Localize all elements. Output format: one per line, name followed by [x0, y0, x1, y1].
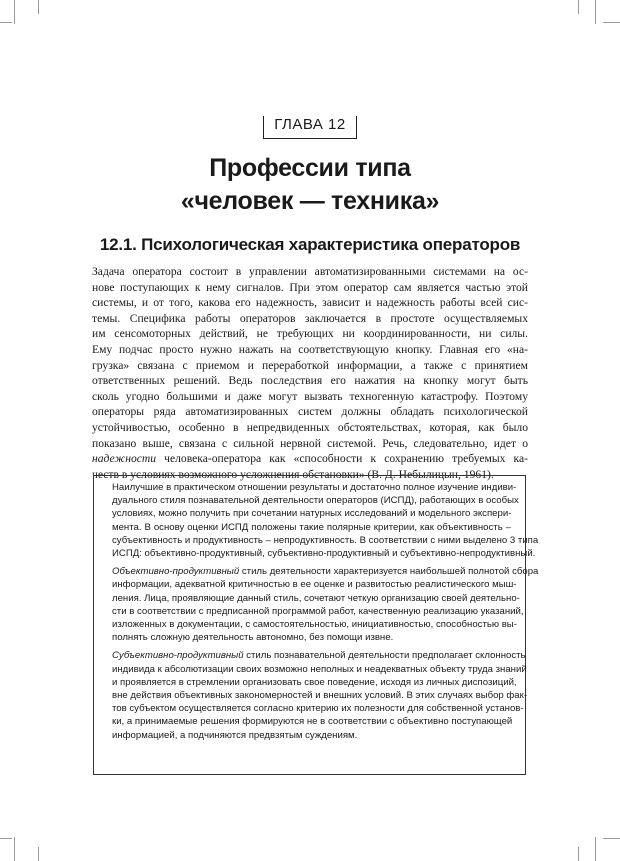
box-line-rest: стиль деятельности характеризуется наибольшей полнотой сбора — [239, 566, 539, 578]
crop-mark-bottom-right-v — [595, 837, 596, 861]
crop-mark-top-right-h — [603, 22, 620, 23]
box-line — [112, 565, 539, 578]
crop-mark-bottom-left-v2 — [38, 847, 39, 861]
body-line: системы, и от того, какова его надежность, зависит и надежность работы всей сис- — [92, 296, 528, 310]
box-line: информации, адекватной критичностью в ее оценке и развитостью реалистического мыш- — [112, 579, 517, 591]
crop-mark-bottom-right-h — [603, 838, 620, 839]
box-line: ки, а принимаемые решения формируются не в соответствии с объективно поступающей — [112, 716, 513, 728]
box-line: условиях, можно получить при сочетании натурных исследований и модельного экспери- — [112, 508, 512, 520]
crop-mark-bottom-left-h — [0, 838, 12, 839]
chapter-title-line-1: Профессии типа — [209, 154, 411, 182]
chapter-title — [0, 152, 620, 218]
crop-mark-top-left-h — [0, 22, 12, 23]
box-line: дуального стиля познавательной деятельности операторов (ИСПД), работающих в особых — [112, 495, 519, 507]
body-line: показано выше, связана с сильной нервной системой. Речь, следовательно, идет о — [92, 436, 528, 450]
body-paragraph — [92, 264, 528, 482]
body-line: сколь угодно большими и даже могут вызвать техногенную катастрофу. Поэтому — [92, 389, 528, 403]
crop-mark-bottom-left-v — [14, 837, 15, 861]
box-line: тов субъектом осуществляется согласно критерию их полезности для собственной установ- — [112, 703, 524, 715]
crop-mark-top-right-v2 — [578, 0, 579, 14]
body-line: устойчивостью, особенно в непредвиденных обстоятельствах, которая, как было — [92, 420, 528, 434]
italic-term-reliability: надежности — [92, 452, 157, 466]
box-paragraph-2 — [112, 565, 539, 644]
chapter-title-line-2: «человек — техника» — [180, 187, 440, 215]
body-line: честв в условиях возможного усложнения обстановки» (В. Д. Небылицын, 1961). — [92, 467, 494, 481]
crop-mark-top-right-v — [595, 0, 596, 24]
italic-term-objective-productive: Объективно-продуктивный — [112, 566, 240, 578]
box-line-rest: стиль познавательной деятельности предполагает склонность — [243, 650, 526, 662]
body-line: Ему подчас просто нужно нажать на соответствующую кнопку. Главная его «на- — [92, 342, 528, 356]
box-line: ления. Лица, проявляющие данный стиль, сочетают четкую организацию своей деятельно- — [112, 592, 520, 604]
crop-mark-top-left-v2 — [38, 0, 39, 14]
body-line: ответственных решений. Ведь последствия его нажатия на кнопку могут быть — [92, 374, 528, 388]
body-line: нове поступающих к нему сигналов. При этом оператор сам является частью этой — [92, 280, 528, 294]
chapter-label-text: ГЛАВА 12 — [263, 116, 357, 139]
box-line: мента. В основу оценки ИСПД положены такие полярные критерии, как объективность – — [112, 521, 511, 533]
crop-mark-bottom-right-v2 — [578, 847, 579, 861]
box-line — [112, 649, 526, 662]
section-title: 12.1. Психологическая характеристика операторов — [99, 235, 521, 254]
box-line: индивида к абсолютизации своих возможно неполных и неадекватных объекту труда знаний — [112, 663, 527, 675]
box-line: информацией, а подчиняются предвзятым суждениям. — [112, 729, 358, 741]
box-line: и проявляется в стремлении организовать свое поведение, исходя из личных диспозиций, — [112, 676, 517, 688]
chapter-label — [0, 116, 620, 139]
box-line: сти в соответствии с предписанной программой работ, качественную реализацию указаний, — [112, 605, 524, 617]
body-line: операторы ряда автоматизированных систем должны обладать психологической — [92, 405, 528, 419]
box-paragraph-3 — [112, 649, 528, 741]
body-line: грузка» связана с приемом и переработкой информации, а также с принятием — [92, 358, 528, 372]
body-line: Задача оператора состоит в управлении автоматизированными системами на ос- — [92, 265, 528, 278]
body-line-rest: человека-оператора как «способности к сохранению требуемых ка- — [156, 452, 528, 466]
box-line: полнять сложную деятельность автономно, без помощи извне. — [112, 632, 394, 644]
box-line: ИСПД: объективно-продуктивный, субъективно-продуктивный и субъективно-непродуктивный. — [112, 548, 536, 560]
body-line — [92, 451, 528, 467]
box-paragraph-1 — [112, 481, 539, 560]
body-line: темы. Специфика работы операторов заключается в простоте осуществляемых — [92, 311, 528, 325]
box-line: изложенных в документации, с самостоятельностью, инициативностью, способностью вы- — [112, 619, 517, 631]
box-line: вне действия объективных закономерностей и внешних условий. В этих случаях выбор фак- — [112, 690, 528, 702]
box-line: субъективность и продуктивность – непродуктивность. В соответствии с ними выделено 3 типа — [112, 534, 539, 546]
italic-term-subjective-productive: Субъективно-продуктивный — [112, 650, 244, 662]
box-line: Наилучшие в практическом отношении результаты и достаточно полное изучение индиви- — [112, 482, 517, 493]
crop-mark-top-left-v — [14, 0, 15, 24]
info-box — [112, 481, 539, 747]
body-line: им сенсомоторных действий, не требующих ни координированности, ни силы. — [92, 327, 528, 341]
